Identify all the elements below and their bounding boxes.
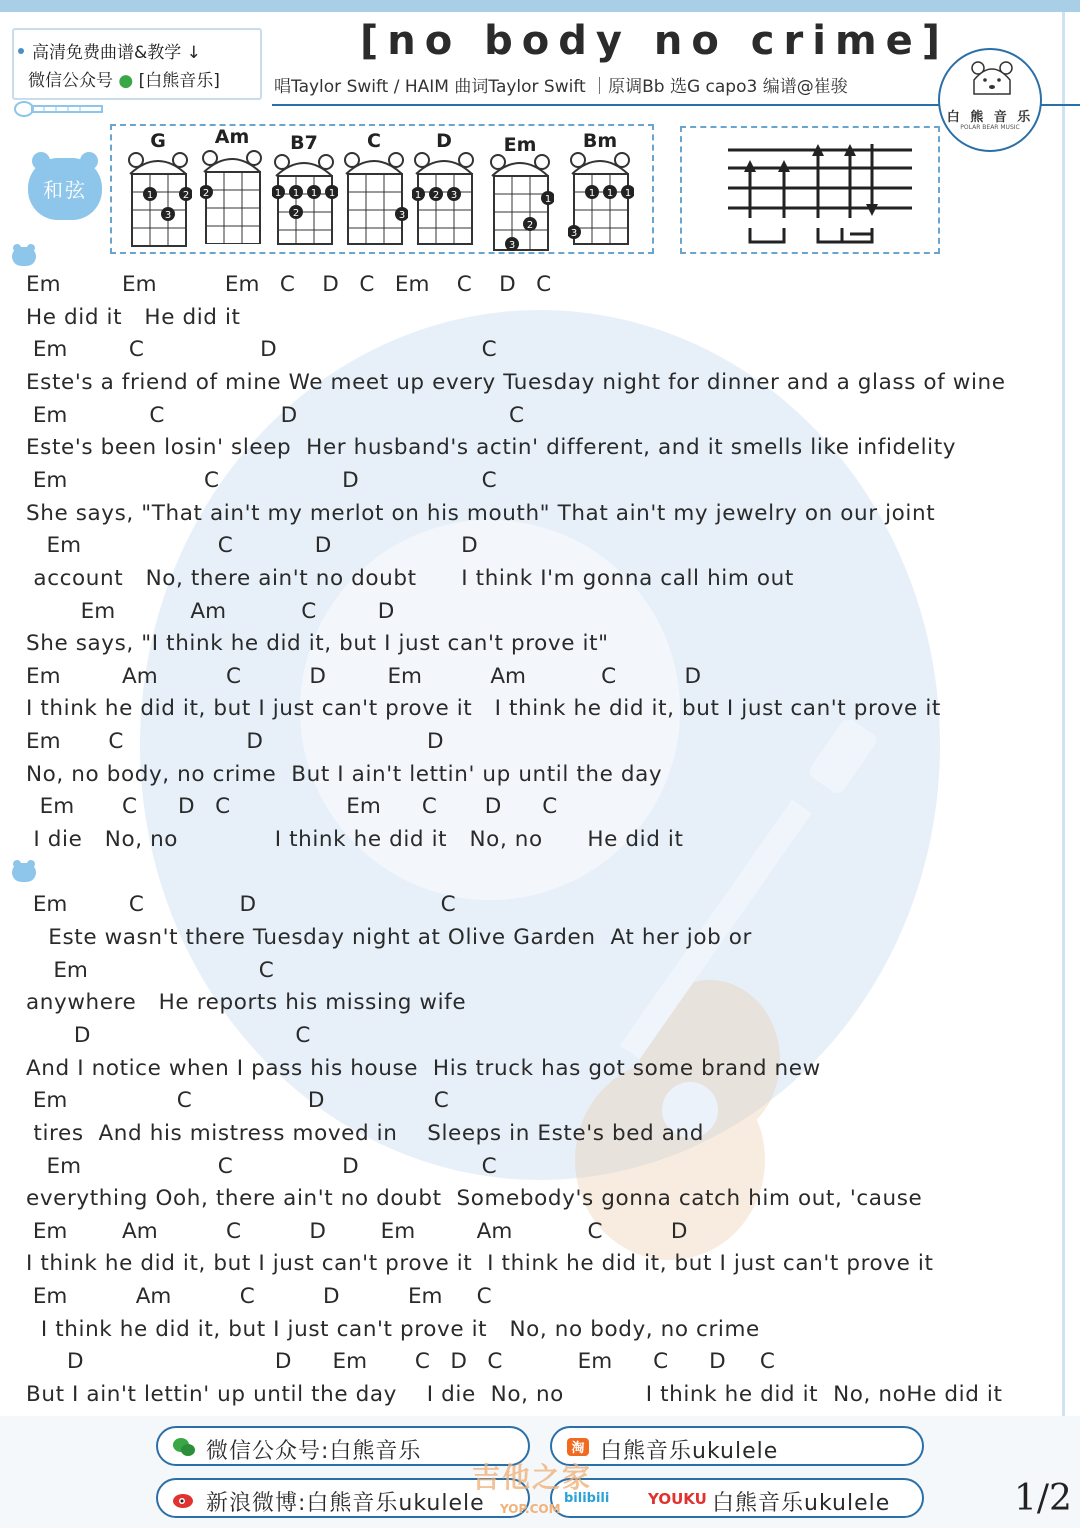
- lyric-line: anywhere He reports his missing wife: [26, 990, 467, 1016]
- finger-number: 1: [310, 188, 318, 199]
- chord-line: Em C D C: [26, 892, 456, 918]
- section-marker-icon: [12, 860, 36, 882]
- chord-em: [488, 134, 556, 254]
- song-title: [no body no crime]: [360, 18, 950, 64]
- page-number: 1/2: [1014, 1478, 1072, 1519]
- chord-c: [342, 130, 410, 250]
- finger-number: 1: [414, 190, 422, 201]
- finger-number: 1: [544, 194, 552, 205]
- taobao-label: 白熊音乐ukulele: [600, 1439, 779, 1464]
- chord-name: Am: [214, 126, 250, 148]
- logo-subtext: POLAR BEAR MUSIC: [960, 124, 1020, 131]
- taobao-icon: [566, 1436, 590, 1458]
- chord-line: Em C D D: [26, 533, 478, 559]
- chord-g: [126, 130, 194, 250]
- logo-text: 白 熊 音 乐: [946, 110, 1034, 125]
- promo-wechat-text: 微信公众号: [28, 71, 113, 91]
- finger-number: 1: [588, 188, 596, 199]
- lyric-line: I die No, no I think he did it No, no He did it: [26, 827, 684, 853]
- finger-number: 3: [164, 210, 172, 221]
- lyric-line: She says, "That ain't my merlot on his mouth" That ain't my jewelry on our joint: [26, 500, 936, 526]
- chord-line: Em C D C: [26, 467, 497, 493]
- lyric-line: Este's a friend of mine We meet up every Tuesday night for dinner and a glass of wine: [26, 369, 1006, 395]
- promo-box: [12, 28, 262, 100]
- chord-line: Em C D C: [26, 1088, 449, 1114]
- finger-number: 1: [274, 188, 282, 199]
- chord-line: Em C D C: [26, 337, 497, 363]
- weibo-icon: [172, 1488, 196, 1510]
- chord-line: Em Em Em C D C Em C D C: [26, 272, 552, 297]
- chord-name: Bm: [582, 130, 618, 152]
- polar-bear-icon: [970, 60, 1014, 96]
- promo-account-name: [白熊音乐]: [138, 71, 220, 91]
- top-bar: [0, 0, 1080, 12]
- chords-badge: [28, 152, 102, 220]
- chord-name: G: [150, 130, 166, 152]
- lyric-line: She says, "I think he did it, but I just can't prove it": [26, 631, 609, 657]
- lyric-line: I think he did it, but I just can't prove it No, no body, no crime: [26, 1316, 760, 1342]
- brand-logo: [938, 48, 1042, 152]
- lyric-line: tires And his mistress moved in Sleeps in Este's bed and: [26, 1120, 704, 1146]
- promo-line-2: [28, 66, 220, 91]
- chord-diagrams: [110, 124, 654, 254]
- finger-number: 2: [182, 190, 190, 201]
- svg-text:淘: 淘: [571, 1441, 585, 1456]
- chord-grid-d: [412, 152, 478, 248]
- youku-icon: YOUKU: [648, 1490, 707, 1508]
- bilibili-icon: bilibili: [564, 1491, 610, 1506]
- finger-number: 2: [202, 188, 210, 199]
- mini-ukulele-icon: [14, 100, 114, 118]
- chord-grid-c: [342, 152, 408, 248]
- right-edge-line: [1062, 12, 1065, 1420]
- finger-number: 1: [292, 188, 300, 199]
- finger-number: 1: [146, 190, 154, 201]
- chord-grid-bm: [568, 152, 634, 248]
- badge-label: 和弦: [43, 178, 87, 202]
- finger-number: 1: [328, 188, 336, 199]
- site-watermark-url: YOP.COM: [500, 1502, 561, 1516]
- marker-body: [12, 247, 36, 266]
- marker-body: [12, 863, 36, 882]
- chord-am: [200, 126, 268, 246]
- wechat-icon: [172, 1436, 196, 1458]
- lyric-line: I think he did it, but I just can't prove it I think he did it, but I just can't prove it: [26, 696, 941, 722]
- lyric-line: Este wasn't there Tuesday night at Olive Garden At her job or: [26, 924, 752, 950]
- finger-number: 3: [450, 190, 458, 201]
- strum-pattern-diagram: [682, 128, 938, 252]
- lyric-line: He did it He did it: [26, 304, 241, 330]
- lyric-line: No, no body, no crime But I ain't lettin' up until the day: [26, 761, 663, 787]
- finger-number: 3: [570, 228, 578, 239]
- song-credits: 唱Taylor Swift / HAIM 曲词Taylor Swift ｜原调Bb 选G capo3 编谱@崔骏: [274, 77, 848, 97]
- chord-line: D C: [26, 1022, 311, 1048]
- finger-number: 2: [526, 220, 534, 231]
- chord-grid-em: [488, 154, 554, 254]
- finger-number: 2: [292, 208, 300, 219]
- chord-line: Em Am C D: [26, 598, 395, 624]
- chord-line: Em Am C D Em C: [26, 1284, 492, 1310]
- lyric-line: And I notice when I pass his house His truck has got some brand new: [26, 1055, 821, 1081]
- section-marker-icon: [12, 244, 36, 266]
- finger-number: 1: [624, 188, 632, 199]
- chord-d: [412, 130, 480, 250]
- chord-line: D D Em C D C Em C D C: [26, 1349, 775, 1375]
- chord-line: Em C D D: [26, 729, 444, 755]
- chord-grid-g: [126, 152, 192, 248]
- chord-b7: [272, 132, 340, 252]
- chord-name: Em: [503, 134, 537, 156]
- chord-bm: [568, 130, 636, 250]
- chord-grid-b7: [272, 154, 338, 250]
- finger-number: 1: [606, 188, 614, 199]
- lyric-line: account No, there ain't no doubt I think I'm gonna call him out: [26, 565, 794, 591]
- promo-dot: [18, 48, 24, 54]
- site-watermark: 吉他之家: [472, 1461, 593, 1494]
- chord-name: B7: [290, 132, 318, 154]
- weibo-label: 新浪微博:白熊音乐ukulele: [206, 1491, 485, 1516]
- chord-line: Em C D C: [26, 1153, 497, 1179]
- video-label: 白熊音乐ukulele: [712, 1491, 891, 1516]
- chord-name: D: [436, 130, 452, 152]
- strum-pattern: [680, 126, 940, 254]
- lyric-line: But I ain't lettin' up until the day I die No, no I think he did it No, noHe did it: [26, 1382, 1003, 1408]
- chord-line: Em C D C Em C D C: [26, 794, 558, 820]
- finger-number: 2: [432, 190, 440, 201]
- chord-line: Em C: [26, 957, 274, 983]
- chord-line: Em Am C D Em Am C D: [26, 663, 702, 689]
- chord-name: C: [367, 130, 381, 152]
- lyric-line: I think he did it, but I just can't prove it I think he did it, but I just can't prove it: [26, 1251, 934, 1277]
- wechat-label: 微信公众号:白熊音乐: [206, 1439, 422, 1464]
- promo-line-1: 高清免费曲谱&教学 ↓: [32, 43, 201, 63]
- finger-number: 3: [508, 240, 516, 251]
- chord-grid-am: [200, 148, 266, 244]
- lyric-line: everything Ooh, there ain't no doubt Somebody's gonna catch him out, 'cause: [26, 1186, 923, 1212]
- wechat-icon: ●: [118, 71, 134, 91]
- lyric-line: Este's been losin' sleep Her husband's actin' different, and it smells like infidelity: [26, 435, 957, 461]
- finger-number: 3: [398, 210, 406, 221]
- chord-line: Em Am C D Em Am C D: [26, 1218, 688, 1244]
- chord-line: Em C D C: [26, 402, 524, 428]
